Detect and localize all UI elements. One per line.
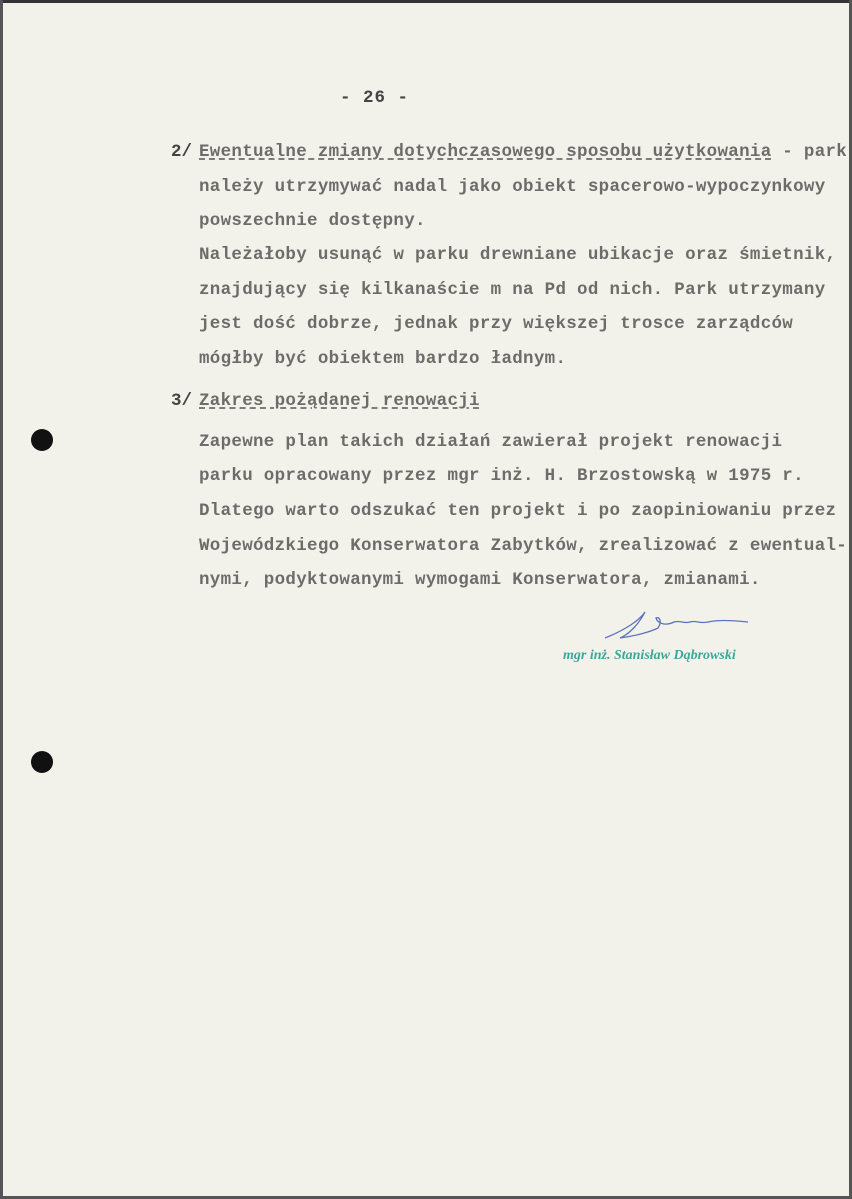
section-heading-tail: - park: [771, 142, 848, 162]
text-line: jest dość dobrze, jednak przy większej trosce zarządców: [199, 314, 794, 334]
text-line: znajdujący się kilkanaście m na Pd od nich. Park utrzymany: [199, 280, 826, 300]
punch-hole: [31, 429, 53, 451]
section-number: 2/: [171, 142, 193, 162]
text-line: nymi, podyktowanymi wymogami Konserwatora, zmianami.: [199, 570, 761, 590]
text-line: powszechnie dostępny.: [199, 211, 426, 231]
punch-hole: [31, 751, 53, 773]
scan-edge-left: [0, 0, 3, 1199]
text-line: mógłby być obiektem bardzo ładnym.: [199, 349, 567, 369]
text-line: Zapewne plan takich działań zawierał projekt renowacji: [199, 432, 783, 452]
text-line: Dlatego warto odszukać ten projekt i po zaopiniowaniu przez: [199, 501, 837, 521]
section-heading-text: Ewentualne zmiany dotychczasowego sposobu użytkowania: [199, 142, 772, 162]
scan-edge-top: [0, 0, 852, 3]
text-line: parku opracowany przez mgr inż. H. Brzostowską w 1975 r.: [199, 466, 804, 486]
text-line: należy utrzymywać nadal jako obiekt spacerowo-wypoczynkowy: [199, 177, 826, 197]
page-number: - 26 -: [340, 88, 410, 108]
section-heading: [199, 142, 847, 162]
section-heading: [199, 391, 480, 411]
section-heading-text: Zakres pożądanej renowacji: [199, 391, 480, 411]
text-line: Należałoby usunąć w parku drewniane ubikacje oraz śmietnik,: [199, 245, 837, 265]
name-stamp: mgr inż. Stanisław Dąbrowski: [563, 648, 736, 663]
handwritten-signature: [600, 608, 760, 644]
section-number: 3/: [171, 391, 193, 411]
text-line: Wojewódzkiego Konserwatora Zabytków, zrealizować z ewentual-: [199, 536, 848, 556]
